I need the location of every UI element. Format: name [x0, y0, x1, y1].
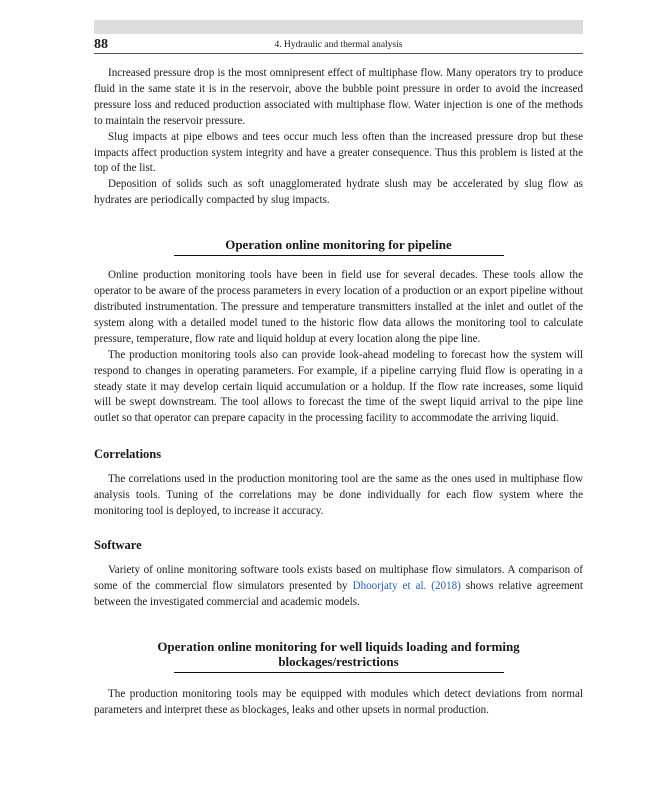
pipeline-paragraph-2: The production monitoring tools also can provide look-ahead modeling to forecast how the system will respond to changes in operating parameters. For example, if a pipeline carrying fluid flow is operating in a steady state it may develop certain liquid accumulation or a holdup. If the flow rate increases, some liquid will be swept downstream. The tool allows to forecast the time of the swept liquid arrival to the pipe line outlet so that operator can prepare capacity in the processing facility to accommodate the arriving liquid.	[94, 348, 583, 425]
running-head: 4. Hydraulic and thermal analysis	[274, 40, 403, 50]
subsection-title-correlations: Correlations	[94, 447, 162, 462]
citation-link[interactable]: Dhoorjaty et al. (2018)	[352, 579, 461, 592]
intro-paragraph-3: Deposition of solids such as soft unagglomerated hydrate slush may be accelerated by slug flow as hydrates are periodically compacted by slug impacts.	[94, 178, 583, 207]
section-title-line-2: blockages/restrictions	[278, 653, 399, 669]
intro-paragraph-2: Slug impacts at pipe elbows and tees occur much less often than the increased pressure drop but these impacts affect production system integrity and have a greater consequence. Thus this problem is listed at the top of the list.	[94, 130, 583, 175]
intro-paragraph-1: Increased pressure drop is the most omnipresent effect of multiphase flow. Many operators try to produce fluid in the same state it is in the reservoir, above the bubble point pressure in order to avoid the increased pressure loss and reduced production associated with multiphase flow. Water injection is one of the methods to maintain the reservoir pressure.	[94, 67, 583, 127]
software-text-after: shows relative agreement between the investigated commercial and academic models.	[94, 579, 584, 608]
subsection-title-software: Software	[94, 537, 142, 552]
header-rule	[94, 53, 583, 54]
correlations-paragraph: The correlations used in the production monitoring tool are the same as the ones used in multiphase flow analysis tools. Tuning of the correlations may be done individually for each flow system where the monitoring tool is deployed, to increase it accuracy.	[94, 473, 583, 518]
page-body	[94, 66, 583, 718]
top-gray-bar	[94, 20, 583, 34]
pipeline-paragraph-1: Online production monitoring tools have been in field use for several decades. These tools allow the operator to be aware of the process parameters in every location of a production or an export pipeline without distributed instrumentation. The pressure and temperature transmitters installed at the inlet and outlet of the system along with a detailed model tuned to the historic flow data allows the monitoring tool to calculate pressure, temperature, flow rate and liquid holdup at every location along the pipe line.	[94, 269, 583, 345]
well-liquids-paragraph: The production monitoring tools may be equipped with modules which detect deviations from normal parameters and interpret these as blockages, leaks and other upsets in normal production.	[94, 687, 583, 716]
section-title-pipeline-monitoring: Operation online monitoring for pipeline	[225, 237, 452, 253]
section-title-line-1: Operation online monitoring for well liquids loading and forming	[157, 638, 520, 654]
software-paragraph	[94, 563, 583, 611]
section-title-well-liquids	[94, 639, 583, 669]
page-number: 88	[94, 37, 108, 52]
software-text-before: Variety of online monitoring software tools exists based on multiphase flow simulators. A comparison of some of the commercial flow simulators presented by	[94, 563, 583, 592]
